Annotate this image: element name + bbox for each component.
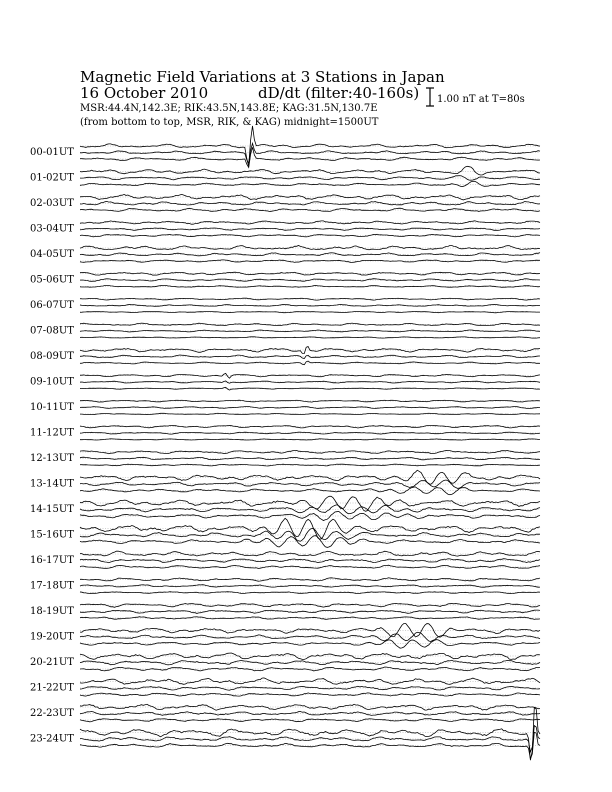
trace-kag: [80, 551, 540, 556]
trace-msr: [80, 286, 540, 288]
trace-rik: [80, 480, 540, 488]
hour-label: 12-13UT: [30, 453, 74, 464]
hour-label: 03-04UT: [30, 223, 74, 235]
trace-rik: [80, 610, 540, 613]
trace-rik: [80, 279, 540, 282]
trace-msr: [80, 312, 540, 313]
trace-kag: [80, 126, 540, 166]
scale-bar-label: 1.00 nT at T=80s: [437, 94, 525, 105]
trace-kag: [80, 708, 540, 761]
trace-kag: [80, 347, 540, 354]
trace-rik: [80, 432, 540, 434]
trace-msr: [80, 147, 540, 167]
trace-msr: [80, 464, 540, 466]
trace-kag: [80, 450, 540, 453]
trace-kag: [80, 496, 540, 511]
hour-label: 00-01UT: [30, 147, 74, 158]
trace-kag: [80, 518, 540, 539]
trace-kag: [80, 246, 540, 250]
trace-msr: [80, 361, 540, 365]
trace-kag: [80, 425, 540, 428]
trace-rik: [80, 355, 540, 359]
hour-label: 16-17UT: [30, 555, 74, 566]
trace-msr: [80, 413, 540, 414]
hour-label: 21-22UT: [30, 682, 74, 694]
trace-msr: [80, 208, 540, 211]
trace-kag: [80, 653, 540, 659]
filter-label: dD/dt (filter:40-160s): [258, 84, 420, 102]
hour-label: 09-10UT: [30, 376, 74, 388]
hour-label: 04-05UT: [30, 249, 74, 260]
hour-label: 13-14UT: [30, 478, 74, 490]
hour-label: 05-06UT: [30, 274, 74, 286]
trace-kag: [80, 704, 540, 710]
trace-rik: [80, 505, 540, 514]
trace-rik: [80, 660, 540, 665]
hour-label: 02-03UT: [30, 198, 74, 209]
trace-kag: [80, 323, 540, 325]
trace-rik: [80, 457, 540, 460]
trace-kag: [80, 166, 540, 175]
trace-msr: [80, 487, 540, 495]
trace-msr: [80, 387, 540, 390]
chart-date: 16 October 2010: [80, 84, 209, 102]
trace-kag: [80, 298, 540, 300]
hour-label: 22-23UT: [30, 708, 74, 719]
trace-kag: [80, 678, 540, 684]
trace-rik: [80, 686, 540, 690]
trace-rik: [80, 585, 540, 588]
hour-label: 08-09UT: [30, 351, 74, 362]
trace-rik: [80, 330, 540, 332]
station-coordinates: MSR:44.4N,142.3E; RIK:43.5N,143.8E; KAG:31.5N,130.7E: [80, 103, 378, 114]
trace-rik: [80, 407, 540, 409]
trace-rik: [80, 559, 540, 563]
hour-label: 07-08UT: [30, 325, 74, 337]
station-order-note: (from bottom to top, MSR, RIK, & KAG) midnight=1500UT: [80, 117, 379, 128]
trace-kag: [80, 373, 540, 378]
hour-label: 01-02UT: [30, 172, 74, 184]
trace-rik: [80, 201, 540, 205]
trace-msr: [80, 181, 540, 186]
trace-msr: [80, 640, 540, 649]
trace-rik: [80, 632, 540, 641]
trace-rik: [80, 253, 540, 256]
hour-label: 11-12UT: [30, 427, 74, 439]
hour-label: 17-18UT: [30, 580, 74, 592]
trace-msr: [80, 234, 540, 237]
hour-label: 23-24UT: [30, 733, 74, 745]
hour-label: 15-16UT: [30, 529, 74, 541]
trace-kag: [80, 604, 540, 608]
hour-label: 19-20UT: [30, 631, 74, 643]
trace-msr: [80, 592, 540, 594]
hour-label: 10-11UT: [30, 402, 74, 413]
hour-label: 14-15UT: [30, 504, 74, 515]
trace-msr: [80, 260, 540, 263]
chart-title: Magnetic Field Variations at 3 Stations in Japan: [80, 68, 445, 86]
hour-label: 20-21UT: [30, 657, 74, 668]
hour-label: 06-07UT: [30, 300, 74, 311]
hour-label: 18-19UT: [30, 606, 74, 617]
trace-kag: [80, 272, 540, 275]
trace-rik: [80, 726, 540, 752]
trace-msr: [80, 439, 540, 440]
